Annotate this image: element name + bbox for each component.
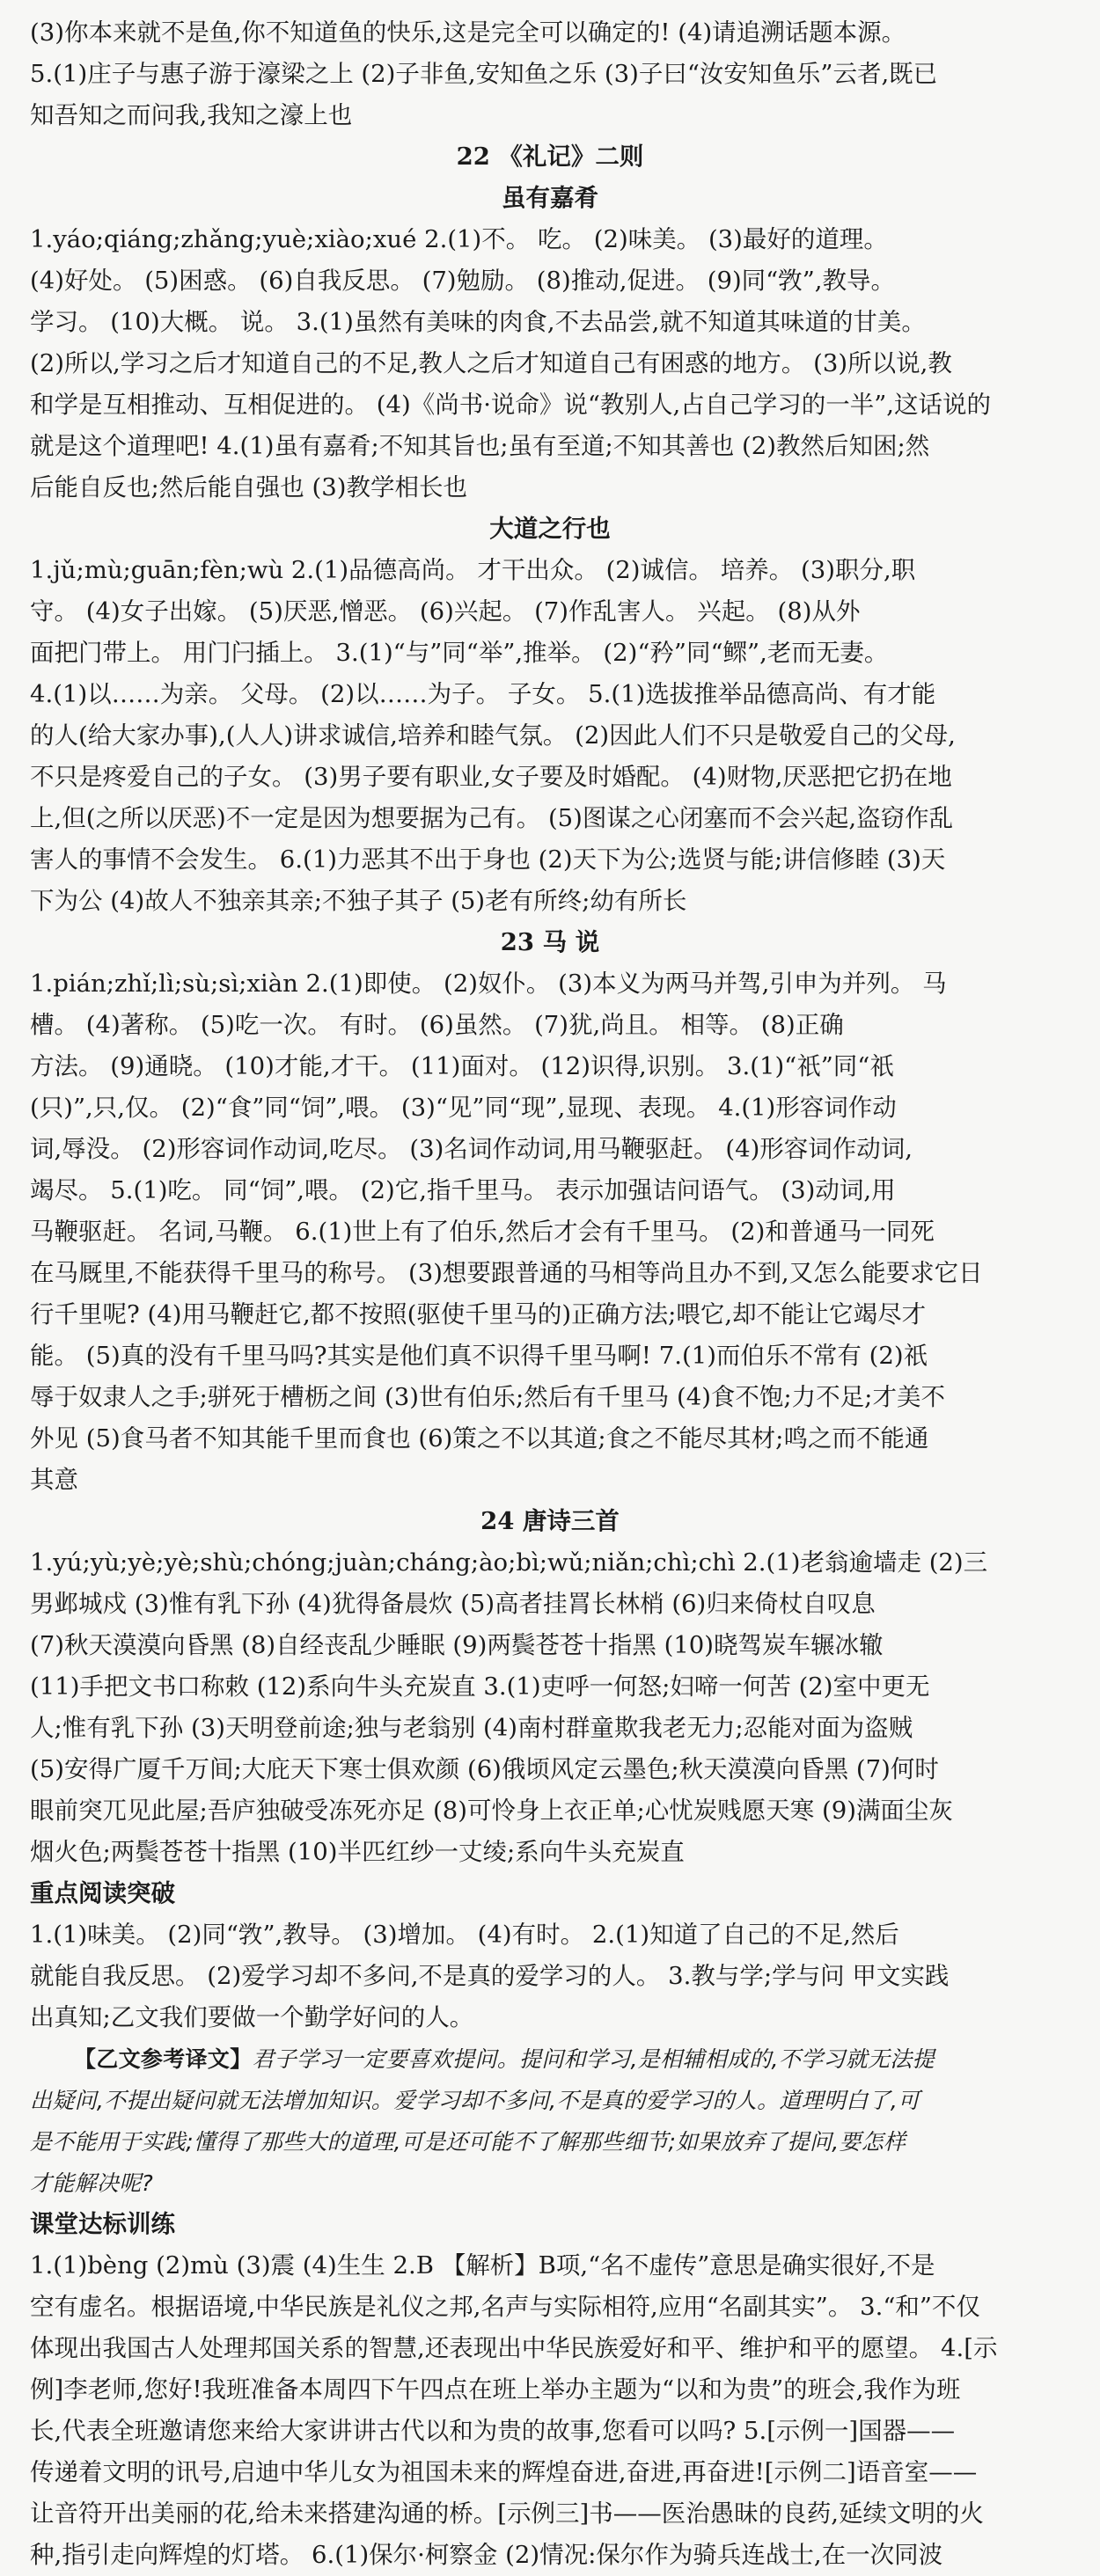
lesson-22-heading: 22 《礼记》二则 — [456, 143, 644, 171]
text-line: 马鞭驱赶。 名词,马鞭。 6.(1)世上有了伯乐,然后才会有千里马。 (2)和普通马一同死 — [30, 1218, 935, 1246]
text-line: 烟火色;两鬓苍苍十指黑 (10)半匹红纱一丈绫;系向牛头充炭直 — [30, 1838, 685, 1866]
text-line: 1.yáo;qiáng;zhǎng;yuè;xiào;xué 2.(1)不。 吃。 (2)味美。 (3)最好的道理。 — [30, 225, 888, 253]
text-line: 就能自我反思。 (2)爱学习却不多问,不是真的爱学习的人。 3.教与学;学与问 甲文实践 — [30, 1962, 950, 1990]
text-line: 体现出我国古人处理邦国关系的智慧,还表现出中华民族爱好和平、维护和平的愿望。 4.[示 — [30, 2334, 998, 2362]
text-line: 词,辱没。 (2)形容词作动词,吃尽。 (3)名词作动词,用马鞭驱赶。 (4)形容词作动词, — [30, 1135, 913, 1163]
text-line: 出真知;乙文我们要做一个勤学好问的人。 — [30, 2003, 474, 2031]
text-line: 学习。 (10)大概。 说。 3.(1)虽然有美味的肉食,不去品尝,就不知道其味道的甘美。 — [30, 308, 926, 336]
translation-label: 【乙文参考译文】 — [74, 2046, 253, 2072]
text-line: (2)所以,学习之后才知道自己的不足,教人之后才知道自己有困惑的地方。 (3)所以说,教 — [30, 349, 952, 377]
text-line: 竭尽。 5.(1)吃。 同“饲”,喂。 (2)它,指千里马。 表示加强诘问语气。 (3)动词,用 — [30, 1176, 896, 1204]
lesson-23-heading: 23 马 说 — [500, 928, 600, 956]
text-line: 槽。 (4)著称。 (5)吃一次。 有时。 (6)虽然。 (7)犹,尚且。 相等。 (8)正确 — [30, 1011, 844, 1039]
text-line: 和学是互相推动、互相促进的。 (4)《尚书·说命》说“教别人,占自己学习的一半”,这话说的 — [30, 391, 992, 419]
text-line: 方法。 (9)通晓。 (10)才能,才干。 (11)面对。 (12)识得,识别。 3.(1)“祇”同“祇 — [30, 1052, 894, 1080]
text-line: 眼前突兀见此屋;吾庐独破受冻死亦足 (8)可怜身上衣正单;心忧炭贱愿天寒 (9)满面尘灰 — [30, 1797, 953, 1825]
text-line: 男邺城戍 (3)惟有乳下孙 (4)犹得备晨炊 (5)高者挂罥长林梢 (6)归来倚杖自叹息 — [30, 1590, 876, 1618]
section-heading-exercise: 课堂达标训练 — [30, 2210, 175, 2238]
text-line: 1.yú;yù;yè;yè;shù;chóng;juàn;cháng;ào;bì;wǔ;niǎn;chì;chì 2.(1)老翁逾墙走 (2)三 — [30, 1548, 988, 1577]
text-line: 例]李老师,您好!我班准备本周四下午四点在班上举办主题为“以和为贵”的班会,我作为班 — [30, 2375, 961, 2404]
text-line: 1.(1)bèng (2)mù (3)震 (4)生生 2.B 【解析】B项,“名不虚传”意思是确实很好,不是 — [30, 2251, 935, 2280]
text-line: 不只是疼爱自己的子女。 (3)男子要有职业,女子要及时婚配。 (4)财物,厌恶把它扔在地 — [30, 763, 952, 791]
text-line: 其意 — [30, 1466, 78, 1494]
text-line: 1.pián;zhǐ;lì;sù;sì;xiàn 2.(1)即使。 (2)奴仆。 (3)本义为两马并驾,引申为并列。 马 — [30, 970, 947, 998]
text-line: 让音符开出美丽的花,给未来搭建沟通的桥。[示例三]书——医治愚昧的良药,延续文明的火 — [30, 2499, 984, 2528]
text-line: 能。 (5)真的没有千里马吗?其实是他们真不识得千里马啊! 7.(1)而伯乐不常有 (2)祇 — [30, 1342, 928, 1370]
text-line: (5)安得广厦千万间;大庇天下寒士俱欢颜 (6)俄顷风定云墨色;秋天漠漠向昏黑 (7)何时 — [30, 1755, 939, 1783]
text-line: 害人的事情不会发生。 6.(1)力恶其不出于身也 (2)天下为公;选贤与能;讲信修睦 (3)天 — [30, 845, 946, 874]
text-line: (3)你本来就不是鱼,你不知道鱼的快乐,这是完全可以确定的! (4)请追溯话题本源。 — [30, 18, 906, 47]
text-line: (11)手把文书口称敕 (12)系向牛头充炭直 3.(1)吏呼一何怒;妇啼一何苦 (2)室中更无 — [30, 1672, 930, 1701]
translation-line: 是不能用于实践;懂得了那些大的道理,可是还可能不了解那些细节;如果放弃了提问,要怎样 — [30, 2129, 906, 2155]
text-line: (只)”,只,仅。 (2)“食”同“饲”,喂。 (3)“见”同“现”,显现、表现。 4.(1)形容词作动 — [30, 1094, 897, 1122]
lesson-22-subheading-1: 虽有嘉肴 — [502, 184, 598, 212]
text-line: 1.jǔ;mù;guān;fèn;wù 2.(1)品德高尚。 才干出众。 (2)诚信。 培养。 (3)职分,职 — [30, 556, 916, 584]
text-line: 1.(1)味美。 (2)同“敩”,教导。 (3)增加。 (4)有时。 2.(1)知道了自己的不足,然后 — [30, 1921, 899, 1949]
translation-line — [30, 2038, 1070, 2080]
translation-line: 才能解决呢? — [30, 2170, 154, 2196]
lesson-24-heading: 24 唐诗三首 — [480, 1507, 620, 1535]
text-line: 守。 (4)女子出嫁。 (5)厌恶,憎恶。 (6)兴起。 (7)作乱害人。 兴起。 (8)从外 — [30, 597, 861, 626]
text-line: (7)秋天漠漠向昏黑 (8)自经丧乱少睡眠 (9)两鬓苍苍十指黑 (10)晓驾炭车辗冰辙 — [30, 1631, 884, 1659]
text-line: 后能自反也;然后能自强也 (3)教学相长也 — [30, 473, 467, 501]
text-line: 在马厩里,不能获得千里马的称号。 (3)想要跟普通的马相等尚且办不到,又怎么能要求它日 — [30, 1259, 983, 1287]
text-line: 种,指引走向辉煌的灯塔。 6.(1)保尔·柯察金 (2)情况:保尔作为骑兵连战士,在一次同波 — [30, 2541, 943, 2569]
section-heading-reading: 重点阅读突破 — [30, 1879, 175, 1907]
text-line: 外见 (5)食马者不知其能千里而食也 (6)策之不以其道;食之不能尽其材;鸣之而不能通 — [30, 1424, 929, 1453]
text-line: 就是这个道理吧! 4.(1)虽有嘉肴;不知其旨也;虽有至道;不知其善也 (2)教然后知困;然 — [30, 432, 930, 460]
text-line: 的人(给大家办事),(人人)讲求诚信,培养和睦气氛。 (2)因此人们不只是敬爱自己的父母, — [30, 721, 956, 750]
lesson-22-subheading-2: 大道之行也 — [489, 515, 611, 543]
text-line: 空有虚名。根据语境,中华民族是礼仪之邦,名声与实际相符,应用“名副其实”。 3.“和”不仅 — [30, 2293, 980, 2321]
translation-text: 君子学习一定要喜欢提问。提问和学习,是相辅相成的,不学习就无法提 — [252, 2046, 935, 2072]
translation-line: 出疑问,不提出疑问就无法增加知识。爱学习却不多问,不是真的爱学习的人。道理明白了,可 — [30, 2088, 920, 2113]
text-line: 行千里呢? (4)用马鞭赶它,都不按照(驱使千里马的)正确方法;喂它,却不能让它竭尽才 — [30, 1300, 927, 1328]
text-line: 面把门带上。 用门闩插上。 3.(1)“与”同“举”,推举。 (2)“矜”同“鳏”,老而无妻。 — [30, 639, 889, 667]
text-line: 人;惟有乳下孙 (3)天明登前途;独与老翁别 (4)南村群童欺我老无力;忍能对面为盗贼 — [30, 1714, 913, 1742]
text-line: 知吾知之而问我,我知之濠上也 — [30, 101, 353, 129]
text-line: 长,代表全班邀请您来给大家讲讲古代以和为贵的故事,您看可以吗? 5.[示例一]国器—— — [30, 2417, 956, 2445]
text-line: 上,但(之所以厌恶)不一定是因为想要据为己有。 (5)图谋之心闭塞而不会兴起,盗窃作乱 — [30, 804, 954, 832]
text-line: 辱于奴隶人之手;骈死于槽枥之间 (3)世有伯乐;然后有千里马 (4)食不饱;力不足;才美不 — [30, 1383, 945, 1411]
text-line: 4.(1)以……为亲。 父母。 (2)以……为子。 子女。 5.(1)选拔推举品德高尚、有才能 — [30, 680, 936, 708]
text-line: 下为公 (4)故人不独亲其亲;不独子其子 (5)老有所终;幼有所长 — [30, 887, 687, 915]
text-line: (4)好处。 (5)困惑。 (6)自我反思。 (7)勉励。 (8)推动,促进。 (9)同“敩”,教导。 — [30, 267, 896, 295]
text-line: 传递着文明的讯号,启迪中华儿女为祖国未来的辉煌奋进,奋进,再奋进![示例二]语音室—— — [30, 2458, 978, 2486]
text-line: 5.(1)庄子与惠子游于濠梁之上 (2)子非鱼,安知鱼之乐 (3)子曰“汝安知鱼乐”云者,既已 — [30, 60, 938, 88]
